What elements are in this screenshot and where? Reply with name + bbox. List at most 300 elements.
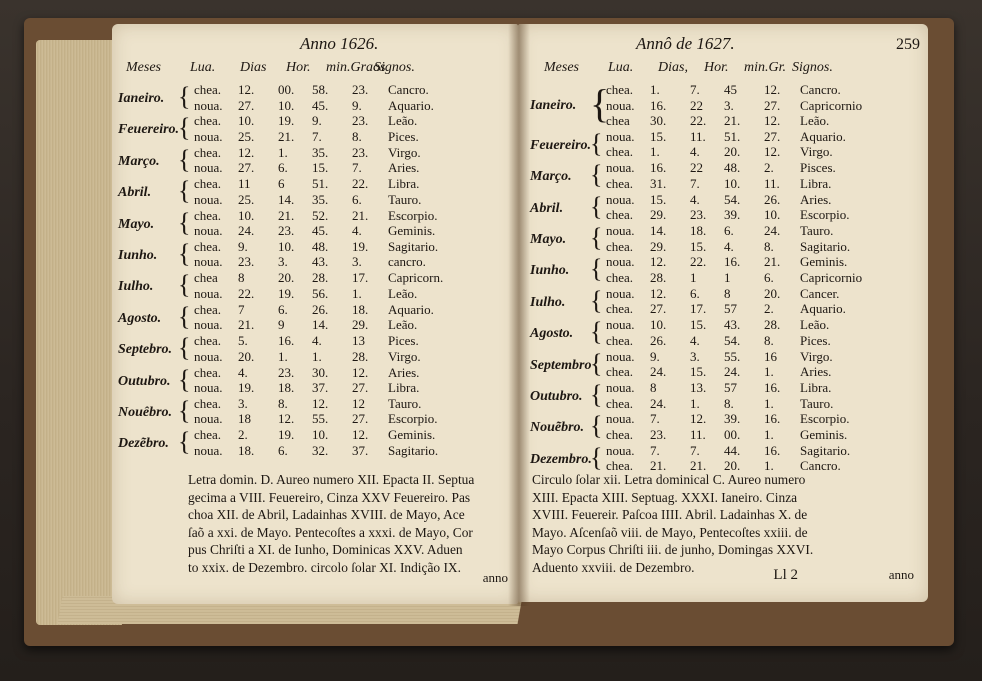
cell-hour: 1 bbox=[690, 269, 697, 285]
cell-phase: noua. bbox=[194, 97, 223, 113]
cell-phase: noua. bbox=[194, 285, 223, 301]
cell-day: 23. bbox=[650, 426, 667, 442]
cell-minute: 37. bbox=[312, 380, 329, 396]
cell-degree: 16 bbox=[764, 348, 777, 364]
month-name: Dezembro. bbox=[530, 451, 592, 467]
cell-degree: 13 bbox=[352, 333, 365, 349]
cell-day: 7 bbox=[238, 301, 245, 317]
cell-sign: Escorpio. bbox=[388, 411, 438, 427]
cell-phase: chea. bbox=[606, 269, 634, 285]
cell-minute: 58. bbox=[312, 82, 329, 97]
cell-phase: noua. bbox=[194, 191, 223, 207]
table-row bbox=[194, 380, 458, 395]
cell-hour: 7. bbox=[690, 82, 700, 97]
cell-minute: 57 bbox=[724, 380, 737, 396]
cell-phase: noua. bbox=[606, 380, 635, 396]
cell-hour: 22 bbox=[690, 160, 703, 176]
cell-sign: Sagitario. bbox=[388, 442, 439, 458]
table-row bbox=[194, 160, 458, 175]
table-row bbox=[194, 270, 458, 285]
left-page bbox=[112, 24, 518, 604]
table-row bbox=[606, 443, 870, 458]
running-head: Annô de 1627. bbox=[636, 34, 735, 53]
cell-minute: 56. bbox=[312, 285, 329, 301]
cell-sign: Tauro. bbox=[800, 223, 834, 239]
month-name: Nouẽbro. bbox=[530, 420, 585, 436]
notes-line: Mayo Corpus Chriſti iii. de junho, Domingas XXVI. bbox=[532, 542, 814, 557]
cell-sign: Aquario. bbox=[388, 97, 434, 113]
cell-degree: 27. bbox=[764, 97, 781, 113]
cell-phase: noua. bbox=[606, 97, 635, 113]
cell-sign: Leão. bbox=[388, 285, 418, 301]
cell-day: 20. bbox=[238, 348, 255, 364]
cell-hour: 16. bbox=[278, 333, 295, 349]
page-edges bbox=[36, 40, 122, 625]
brace-glyph: { bbox=[178, 364, 191, 394]
month-name: Iulho. bbox=[530, 294, 566, 310]
table-row bbox=[194, 333, 458, 348]
cell-phase: chea. bbox=[194, 427, 222, 443]
cell-degree: 23. bbox=[352, 82, 369, 97]
cell-phase: chea. bbox=[606, 364, 634, 380]
cell-sign: Capricornio bbox=[800, 97, 863, 113]
table-row bbox=[194, 145, 458, 160]
table-row bbox=[194, 349, 458, 364]
cell-degree: 12. bbox=[352, 427, 369, 443]
cell-degree: 37. bbox=[352, 442, 369, 458]
cell-day: 12. bbox=[650, 285, 667, 301]
cell-minute: 1 bbox=[724, 269, 731, 285]
cell-minute: 8 bbox=[724, 285, 731, 301]
col-header-lua: Lua. bbox=[190, 60, 216, 75]
month-name: Ianeiro. bbox=[118, 91, 165, 106]
cell-degree: 1. bbox=[764, 364, 774, 380]
cell-hour: 6. bbox=[278, 301, 288, 317]
cell-day: 23. bbox=[238, 254, 255, 270]
cell-day: 15. bbox=[650, 191, 667, 207]
cell-hour: 23. bbox=[278, 364, 295, 380]
month-name: Março. bbox=[530, 169, 572, 185]
cell-degree: 10. bbox=[764, 207, 781, 223]
cell-degree: 7. bbox=[352, 160, 362, 176]
table-row bbox=[194, 239, 458, 254]
cell-hour: 6 bbox=[278, 176, 285, 192]
cell-hour: 23. bbox=[278, 223, 295, 239]
notes-line: Aduento xxviii. de Dezembro. bbox=[532, 559, 695, 575]
cell-sign: Sagitario. bbox=[388, 238, 439, 254]
cell-hour: 19. bbox=[278, 113, 295, 129]
cell-phase: chea. bbox=[606, 301, 634, 317]
cell-hour: 17. bbox=[690, 301, 707, 317]
cell-hour: 13. bbox=[690, 380, 707, 396]
cell-degree: 28. bbox=[764, 317, 781, 333]
cell-phase: noua. bbox=[606, 317, 635, 333]
cell-sign: Geminis. bbox=[388, 223, 436, 239]
table-row bbox=[194, 129, 458, 144]
cell-degree: 1. bbox=[764, 395, 774, 411]
cell-sign: Aries. bbox=[388, 160, 420, 176]
cell-day: 30. bbox=[650, 113, 667, 128]
cell-day: 28. bbox=[650, 269, 667, 285]
cell-sign: Tauro. bbox=[800, 395, 834, 411]
cell-sign: cancro. bbox=[388, 254, 426, 270]
col-header-dias: Dias bbox=[240, 60, 267, 75]
cell-phase: noua. bbox=[194, 442, 223, 458]
cell-sign: Leão. bbox=[800, 113, 830, 128]
cell-hour: 11. bbox=[690, 128, 706, 144]
cell-day: 16. bbox=[650, 97, 667, 113]
cell-minute: 45. bbox=[312, 223, 329, 239]
cell-degree: 16. bbox=[764, 380, 781, 396]
table-row bbox=[606, 427, 870, 442]
cell-minute: 39. bbox=[724, 411, 741, 427]
cell-day: 7. bbox=[650, 411, 660, 427]
page-number: 259 bbox=[896, 36, 920, 53]
cell-phase: noua. bbox=[606, 223, 635, 239]
cell-hour: 18. bbox=[278, 380, 295, 396]
cell-phase: chea. bbox=[194, 207, 222, 223]
cell-sign: Pisces. bbox=[800, 160, 836, 176]
cell-sign: Aquario. bbox=[800, 128, 846, 144]
cell-minute: 14. bbox=[312, 317, 329, 333]
cell-minute: 51. bbox=[724, 128, 741, 144]
cell-degree: 21. bbox=[352, 207, 369, 223]
cell-phase: noua. bbox=[606, 160, 635, 176]
cell-degree: 29. bbox=[352, 317, 369, 333]
cell-sign: Capricornio bbox=[800, 269, 863, 285]
cell-day: 11 bbox=[238, 176, 251, 192]
brace-glyph: { bbox=[178, 395, 191, 425]
table-row bbox=[194, 411, 458, 426]
cell-hour: 15. bbox=[690, 238, 707, 254]
brace-glyph: { bbox=[590, 254, 603, 284]
cell-hour: 23. bbox=[690, 207, 707, 223]
cell-hour: 6. bbox=[690, 285, 700, 301]
cell-minute: 10. bbox=[724, 175, 741, 191]
cell-phase: noua. bbox=[194, 128, 223, 144]
table-row bbox=[606, 82, 870, 97]
notes-line: Circulo ſolar xii. Letra dominical C. Aureo numero bbox=[532, 472, 806, 487]
cell-degree: 12. bbox=[352, 364, 369, 380]
cell-hour: 1. bbox=[278, 348, 288, 364]
cell-sign: Libra. bbox=[800, 380, 832, 396]
cell-degree: 19. bbox=[352, 238, 369, 254]
brace-glyph: { bbox=[178, 270, 191, 300]
cell-sign: Pices. bbox=[388, 333, 419, 349]
cell-hour: 7. bbox=[690, 442, 700, 458]
cell-phase: chea. bbox=[194, 113, 222, 129]
cell-day: 18 bbox=[238, 411, 251, 427]
cell-minute: 21. bbox=[724, 113, 741, 128]
cell-sign: Aries. bbox=[800, 364, 832, 380]
cell-day: 22. bbox=[238, 285, 255, 301]
table-row bbox=[606, 380, 870, 395]
table-row bbox=[194, 192, 458, 207]
cell-day: 9. bbox=[238, 238, 248, 254]
cell-day: 1. bbox=[650, 144, 660, 160]
cell-day: 1. bbox=[650, 82, 660, 97]
cell-degree: 1. bbox=[764, 426, 774, 442]
cell-minute: 54. bbox=[724, 332, 741, 348]
cell-phase: noua. bbox=[606, 411, 635, 427]
table-row bbox=[194, 254, 458, 269]
table-row bbox=[194, 427, 458, 442]
month-name: Abril. bbox=[530, 200, 564, 216]
cell-hour: 4. bbox=[690, 144, 700, 160]
calendar-notes bbox=[188, 471, 508, 576]
cell-degree: 22. bbox=[352, 176, 369, 192]
brace-glyph: { bbox=[178, 207, 191, 237]
month-name: Septembro bbox=[530, 357, 592, 373]
col-header-meses: Meses bbox=[544, 60, 579, 75]
cell-day: 7. bbox=[650, 442, 660, 458]
notes-line: to xxix. de Dezembro. circolo ſolar XI. Indição IX. bbox=[188, 559, 461, 575]
cell-hour: 19. bbox=[278, 285, 295, 301]
cell-day: 9. bbox=[650, 348, 660, 364]
cell-sign: Tauro. bbox=[388, 191, 422, 207]
brace-glyph: { bbox=[590, 317, 603, 347]
cell-degree: 1. bbox=[352, 285, 362, 301]
col-header-min-gr: min.Gr. bbox=[744, 60, 787, 75]
month-name: Abril. bbox=[118, 185, 152, 201]
cell-minute: 28. bbox=[312, 270, 329, 286]
cell-phase: chea. bbox=[606, 207, 634, 223]
cell-day: 24. bbox=[238, 223, 255, 239]
cell-sign: Cancro. bbox=[800, 82, 841, 97]
cell-day: 12. bbox=[650, 254, 667, 270]
cell-day: 10. bbox=[650, 317, 667, 333]
cell-minute: 10. bbox=[312, 427, 329, 443]
brace-glyph: { bbox=[178, 301, 191, 331]
brace-glyph: { bbox=[590, 411, 603, 441]
month-name: Iunho. bbox=[530, 263, 570, 279]
cell-minute: 35. bbox=[312, 191, 329, 207]
cell-phase: chea bbox=[606, 113, 630, 128]
cell-sign: Cancer. bbox=[800, 285, 840, 301]
column-headers bbox=[544, 60, 842, 76]
cell-sign: Libra. bbox=[388, 380, 420, 396]
cell-sign: Aries. bbox=[388, 364, 420, 380]
table-row bbox=[606, 286, 870, 301]
notes-line: Mayo. Aſcenſaõ viii. de Mayo, Pentecoſtes xxiii. de bbox=[532, 524, 808, 540]
table-row bbox=[606, 364, 870, 379]
brace-glyph: { bbox=[178, 113, 191, 143]
table-row bbox=[606, 223, 870, 238]
right-page bbox=[518, 24, 928, 602]
cell-minute: 3. bbox=[724, 97, 734, 113]
cell-degree: 12 bbox=[352, 395, 365, 411]
cell-degree: 24. bbox=[764, 223, 781, 239]
cell-phase: chea. bbox=[194, 144, 222, 160]
cell-sign: Cancro. bbox=[800, 458, 841, 474]
cell-minute: 43. bbox=[312, 254, 329, 270]
cell-hour: 7. bbox=[690, 175, 700, 191]
cell-hour: 9 bbox=[278, 317, 285, 333]
cell-hour: 12. bbox=[278, 411, 295, 427]
cell-phase: chea. bbox=[194, 333, 222, 349]
brace-glyph: { bbox=[178, 427, 191, 457]
month-name: Outubro. bbox=[530, 389, 583, 405]
cell-day: 29. bbox=[650, 207, 667, 223]
cell-minute: 15. bbox=[312, 160, 329, 176]
cell-minute: 4. bbox=[312, 333, 322, 349]
cell-sign: Escorpio. bbox=[800, 411, 850, 427]
cell-hour: 3. bbox=[690, 348, 700, 364]
brace-glyph: { bbox=[590, 442, 603, 472]
cell-sign: Virgo. bbox=[800, 348, 833, 364]
cell-phase: noua. bbox=[606, 442, 635, 458]
cell-day: 15. bbox=[650, 128, 667, 144]
table-row bbox=[606, 192, 870, 207]
cell-hour: 00. bbox=[278, 82, 295, 97]
table-row bbox=[194, 443, 458, 458]
cell-degree: 3. bbox=[352, 254, 362, 270]
cell-minute: 00. bbox=[724, 426, 741, 442]
cell-hour: 4. bbox=[690, 332, 700, 348]
cell-degree: 21. bbox=[764, 254, 781, 270]
cell-sign: Leão. bbox=[388, 317, 418, 333]
cell-minute: 48. bbox=[312, 238, 329, 254]
cell-minute: 20. bbox=[724, 458, 741, 474]
col-header-min-graos: min.Graos bbox=[326, 60, 386, 75]
cell-minute: 52. bbox=[312, 207, 329, 223]
cell-sign: Geminis. bbox=[800, 254, 848, 270]
cell-day: 19. bbox=[238, 380, 255, 396]
brace-glyph: { bbox=[590, 223, 603, 253]
cell-day: 4. bbox=[238, 364, 248, 380]
col-header-hor: Hor. bbox=[286, 60, 311, 75]
month-name: Septebro. bbox=[118, 342, 173, 358]
cell-degree: 23. bbox=[352, 113, 369, 129]
cell-minute: 54. bbox=[724, 191, 741, 207]
table-row bbox=[606, 176, 870, 191]
table-row bbox=[606, 317, 870, 332]
cell-minute: 20. bbox=[724, 144, 741, 160]
table-row bbox=[194, 302, 458, 317]
cell-phase: chea. bbox=[606, 458, 634, 474]
cell-hour: 4. bbox=[690, 191, 700, 207]
cell-hour: 22 bbox=[690, 97, 703, 113]
cell-degree: 12. bbox=[764, 82, 781, 97]
notes-line: XIII. Epacta XIII. Septuag. XXXI. Ianeiro. Cinza bbox=[532, 489, 798, 505]
cell-minute: 35. bbox=[312, 144, 329, 160]
cell-phase: chea. bbox=[194, 82, 222, 97]
cell-degree: 1. bbox=[764, 458, 774, 474]
table-row bbox=[606, 98, 870, 113]
cell-hour: 12. bbox=[690, 411, 707, 427]
cell-hour: 15. bbox=[690, 364, 707, 380]
cell-hour: 10. bbox=[278, 97, 295, 113]
cell-phase: noua. bbox=[194, 254, 223, 270]
cell-sign: Leão. bbox=[388, 113, 418, 129]
cell-day: 14. bbox=[650, 223, 667, 239]
table-row bbox=[194, 317, 458, 332]
cell-day: 2. bbox=[238, 427, 248, 443]
month-name: Nouêbro. bbox=[118, 404, 173, 420]
brace-glyph: { bbox=[590, 81, 610, 126]
column-headers bbox=[126, 60, 424, 76]
cell-sign: Aquario. bbox=[800, 301, 846, 317]
cell-day: 27. bbox=[650, 301, 667, 317]
table-row bbox=[194, 98, 458, 113]
cell-degree: 8. bbox=[764, 238, 774, 254]
catchword: anno bbox=[888, 567, 914, 582]
cell-degree: 9. bbox=[352, 97, 362, 113]
month-name: Feuereiro. bbox=[530, 137, 592, 153]
cell-hour: 6. bbox=[278, 442, 288, 458]
cell-hour: 3. bbox=[278, 254, 288, 270]
cell-degree: 16. bbox=[764, 442, 781, 458]
cell-phase: chea bbox=[194, 270, 218, 286]
cell-degree: 27. bbox=[352, 380, 369, 396]
cell-phase: noua. bbox=[606, 254, 635, 270]
table-row bbox=[194, 208, 458, 223]
cell-hour: 11. bbox=[690, 426, 706, 442]
cell-phase: chea. bbox=[606, 144, 634, 160]
table-row bbox=[606, 207, 870, 222]
cell-phase: noua. bbox=[194, 411, 223, 427]
brace-glyph: { bbox=[590, 348, 603, 378]
cell-phase: chea. bbox=[606, 395, 634, 411]
cell-day: 21. bbox=[650, 458, 667, 474]
cell-minute: 8. bbox=[724, 395, 734, 411]
col-header-signos: Signos. bbox=[792, 60, 833, 75]
cell-day: 24. bbox=[650, 395, 667, 411]
col-header-meses: Meses bbox=[126, 60, 161, 75]
cell-sign: Virgo. bbox=[388, 144, 421, 160]
cell-phase: chea. bbox=[606, 426, 634, 442]
cell-sign: Aquario. bbox=[388, 301, 434, 317]
month-name: Dezẽbro. bbox=[118, 436, 169, 452]
cell-minute: 44. bbox=[724, 442, 741, 458]
cell-minute: 1. bbox=[312, 348, 322, 364]
table-row bbox=[194, 82, 458, 97]
cell-minute: 16. bbox=[724, 254, 741, 270]
cell-hour: 1. bbox=[278, 144, 288, 160]
cell-minute: 26. bbox=[312, 301, 329, 317]
cell-sign: Sagitario. bbox=[800, 442, 851, 458]
brace-glyph: { bbox=[178, 82, 191, 111]
cell-sign: Virgo. bbox=[800, 144, 833, 160]
cell-hour: 20. bbox=[278, 270, 295, 286]
cell-day: 8 bbox=[650, 380, 657, 396]
table-row bbox=[606, 411, 870, 426]
cell-phase: chea. bbox=[606, 175, 634, 191]
table-row bbox=[194, 176, 458, 191]
month-name: Março. bbox=[118, 153, 160, 169]
brace-glyph: { bbox=[590, 128, 603, 158]
cell-phase: noua. bbox=[606, 285, 635, 301]
book-gutter bbox=[508, 24, 530, 606]
cell-sign: Sagitario. bbox=[800, 238, 851, 254]
cell-minute: 12. bbox=[312, 395, 329, 411]
cell-day: 5. bbox=[238, 333, 248, 349]
month-name: Mayo. bbox=[530, 232, 567, 248]
cell-sign: Virgo. bbox=[388, 348, 421, 364]
cell-day: 27. bbox=[238, 160, 255, 176]
cell-minute: 32. bbox=[312, 442, 329, 458]
cell-phase: chea. bbox=[606, 238, 634, 254]
signature-mark: Ll 2 bbox=[773, 567, 798, 583]
col-header-dias: Dias, bbox=[658, 60, 688, 75]
cell-degree: 18. bbox=[352, 301, 369, 317]
brace-glyph: { bbox=[178, 333, 191, 363]
table-row bbox=[194, 113, 458, 128]
cell-sign: Libra. bbox=[388, 176, 420, 192]
cell-day: 3. bbox=[238, 395, 248, 411]
cell-degree: 27. bbox=[764, 128, 781, 144]
cell-sign: Libra. bbox=[800, 175, 832, 191]
